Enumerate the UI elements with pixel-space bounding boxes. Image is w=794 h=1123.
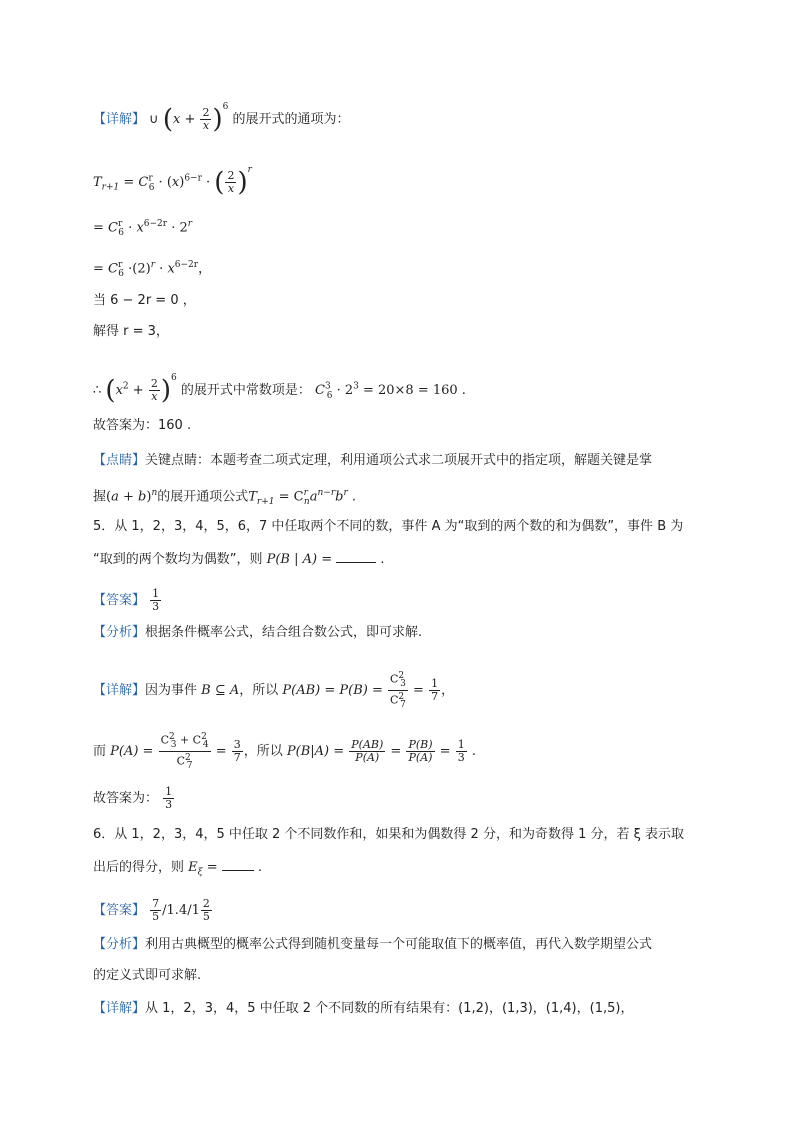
answer-line-1: 故答案为：160 . xyxy=(93,418,192,433)
detail-6-line: 【详解】从 1，2，3，4，5 中任取 2 个不同数的所有结果有：(1,2)，(1,3)，(1,4)，(1,5)， xyxy=(93,1001,634,1016)
analysis-6-line-1: 【分析】利用古典概型的概率公式得到随机变量每一个可能取值下的概率值，再代入数学期望公式 xyxy=(93,937,653,952)
question-6-line-1: 6．从 1，2，3，4，5 中任取 2 个不同数作和，如果和为偶数得 2 分，和为奇数得 1 分，若 ξ 表示取 xyxy=(93,827,685,842)
analysis-5-line: 【分析】根据条件概率公式，结合组合数公式，即可求解. xyxy=(93,625,423,640)
term-formula: $T_{r+1} = C^r_6 \cdot (x)^{6-r}$ · ( $\frac{2}{x}$ )$^r$ xyxy=(93,165,252,198)
question-5-line-1: 5．从 1，2，3，4，5，6，7 中任取两个不同的数，事件 A 为“取到的两个数的和为偶数”，事件 B 为 xyxy=(93,519,684,534)
answer-5-final: 故答案为： $\frac{1}{3}$ xyxy=(93,785,173,811)
condition-line: 当 6 − 2r = 0 ， xyxy=(93,293,196,308)
detail-tag: 【详解】 xyxy=(93,112,146,127)
solve-line: 解得 r = 3， xyxy=(93,324,169,339)
question-5-line-2: “取到的两个数均为偶数”，则 P(B | A) = . xyxy=(93,552,385,567)
constant-term-line: ∴ ($x^2$ + $\frac{2}{x}$ )$^6$ 的展开式中常数项是： $C^3_6 \cdot 2^3 = 20\times 8 = 160$ . xyxy=(93,373,466,406)
term-step-3: = $C^r_6 \cdot(2)^r \cdot x^{6-2r}$， xyxy=(93,260,212,279)
detail-5-line-1: 【详解】因为事件 B ⊆ A，所以 P(AB) = P(B) = $\frac{C^2_3}{C^2_7}$ = $\frac{1}{7}$ ， xyxy=(93,671,455,710)
key-point-line: 【点睛】关键点睛：本题考查二项式定理，利用通项公式求二项展开式中的指定项，解题关键是掌 xyxy=(93,453,653,468)
because-symbol: ∪ xyxy=(149,112,159,127)
answer-blank xyxy=(336,550,376,563)
detail-5-line-2: 而 P(A) = $\frac{C^2_3 + C^2_4}{C^2_7}$ = $\frac{3}{7}$ ，所以 P(B|A) = $\frac{P(AB)}{P(A)}$ = $\frac{P(B)}{P(A)}$ = $\frac{1}{3}$ . xyxy=(93,732,476,771)
detail-line-1: 【详解】 ∪ (x + $\frac{2}{x}$ )$^6$ 的展开式的通项为： xyxy=(93,102,350,135)
analysis-6-line-2: 的定义式即可求解. xyxy=(93,968,202,983)
question-6-line-2: 出后的得分，则 $E_\xi$ = . xyxy=(93,860,263,878)
expansion-text: 的展开式的通项为： xyxy=(232,112,350,127)
key-point-line-2: 握$(a + b)^n$的展开通项公式$T_{r+1} = C^r_na^{n-r}b^r$ . xyxy=(93,488,357,507)
term-step-2: = $C^r_6 \cdot x^{6-2r} \cdot 2^r$ xyxy=(93,219,193,238)
answer-6-line: 【答案】 $\frac{7}{5}$ /1.4/1 $\frac{2}{5}$ xyxy=(93,897,210,923)
answer-5-line: 【答案】 $\frac{1}{3}$ xyxy=(93,587,160,613)
